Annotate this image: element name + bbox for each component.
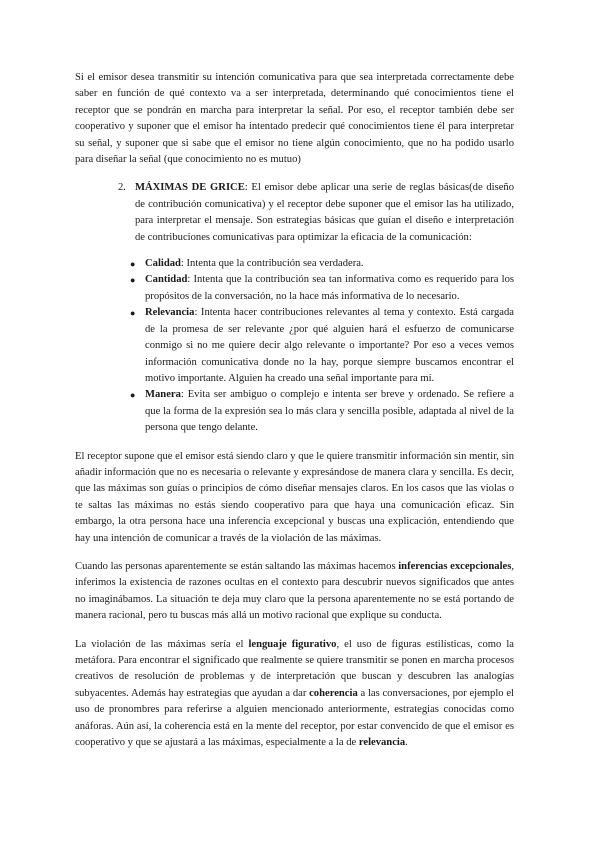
receptor-paragraph: El receptor supone que el emisor está siendo claro y que le quiere transmitir información sin mentir, sin añadir información que no es necesaria o relevante y expresándose de manera clara y sencilla. Es decir, que las máximas son guías o principios de cómo diseñar mensajes claros. En los casos que las violas o te saltas las máximas no estás siendo cooperativo para que haya una comunicación eficaz. Sin embargo, la otra persona hace una inferencia excepcional y buscas una explicación, entendiendo que hay una intención de comunicar a través de la violación de las máximas.	[75, 450, 514, 544]
violacion-text-1: La violación de las máximas sería el	[75, 638, 249, 650]
violacion-text-4: .	[405, 737, 408, 749]
bullet-icon: ●	[130, 308, 136, 319]
maxim-text: : Intenta que la contribución sea tan informativa como es requerido para los propósitos de la conversación, no la hace más informativa de lo necesario.	[145, 274, 514, 302]
violacion-paragraph	[75, 637, 514, 752]
section-paragraph	[135, 180, 514, 246]
violacion-text-3: a las conversaciones, por ejemplo el uso de pronombres para referirse a alguien mencionado anteriormente, estrategias conocidas como anáforas. Aún así, la coherencia está en la mente del receptor, por estar convencido de que el emisor es cooperativo y que se ajustará a las máximas, especialmente a la de	[75, 687, 514, 749]
intro-paragraph: Si el emisor desea transmitir su intención comunicativa para que sea interpretada correctamente debe saber en función de qué contexto va a ser interpretada, determinando qué conocimientos tiene el receptor que se pondrán en marcha para interpretar la señal. Por eso, el receptor también debe ser cooperativo y suponer que el emisor ha intentado predecir qué conocimientos tiene él para interpretar su señal, y suponer que si sabe que el emisor no tiene algún conocimiento, que no ha podido usarlo para diseñar la señal (que conocimiento no es mutuo)	[75, 72, 514, 166]
inferencias-bold-term: inferencias excepcionales	[398, 560, 512, 572]
inferencias-paragraph	[75, 559, 514, 625]
maxims-list	[75, 256, 514, 436]
bullet-icon: ●	[130, 275, 136, 286]
violacion-text-2: , el uso de figuras estilísticas, como la metáfora. Para encontrar el significado que realmente se quiere transmitir se ponen en marcha procesos creativos de resolución de problemas y de interpretación que buscan y descubren las analogías subyacentes. Además hay estrategias que ayudan a dar	[75, 638, 515, 699]
section-maximas-grice	[75, 180, 514, 246]
violacion-bold-2: coherencia	[309, 687, 358, 699]
list-item-calidad	[75, 256, 514, 272]
list-item-relevancia	[75, 305, 514, 387]
violacion-bold-1: lenguaje figurativo	[248, 638, 337, 650]
section-number: 2.	[118, 182, 126, 194]
list-item-cantidad	[75, 272, 514, 305]
maxim-text: : Intenta que la contribución sea verdadera.	[180, 258, 364, 270]
bullet-icon: ●	[130, 390, 136, 401]
maxim-text: : Intenta hacer contribuciones relevantes al tema y contexto. Está cargada de la promesa de ser relevante ¿por qué alguien hará el esfuerzo de comunicarse conmigo si no me quiere decir algo relevante o importante? Por eso a veces vemos información comunicativa donde no la hay, porque siempre buscamos encontrar el motivo importante. Alguien ha creado una señal importante para mí.	[145, 307, 514, 384]
inferencias-text-start: Cuando las personas aparentemente se están saltando las máximas hacemos	[75, 560, 399, 572]
maxim-text: : Evita ser ambiguo o complejo e intenta ser breve y ordenado. Se refiere a que la forma de la expresión sea lo más clara y sencilla posible, adaptada al nivel de la persona que tengo delante.	[145, 389, 514, 434]
bullet-icon: ●	[130, 259, 136, 270]
inferencias-text-end: , inferimos la existencia de razones ocultas en el contexto para descubrir nuevos significados que antes no imaginábamos. La situación te deja muy claro que la persona aparentemente no se está portando de manera racional, pero tu buscas más allá un motivo racional que explique su conducta.	[75, 560, 514, 622]
list-item-manera	[75, 387, 514, 436]
maxim-term: Calidad	[145, 258, 181, 270]
violacion-bold-3: relevancia	[358, 737, 406, 749]
maxim-term: Relevancia	[145, 307, 195, 319]
maxim-term: Manera	[145, 389, 181, 401]
section-title: MÁXIMAS DE GRICE	[135, 182, 245, 194]
section-text: : El emisor debe aplicar una serie de reglas básicas(de diseño de contribución comunicativa) y el receptor debe suponer que el emisor las ha utilizado, para interpretar el mensaje. Son estrategias básicas que guían el diseño e interpretación de contribuciones comunicativas para optimizar la eficacia de la comunicación:	[135, 182, 514, 243]
maxim-term: Cantidad	[145, 274, 188, 286]
